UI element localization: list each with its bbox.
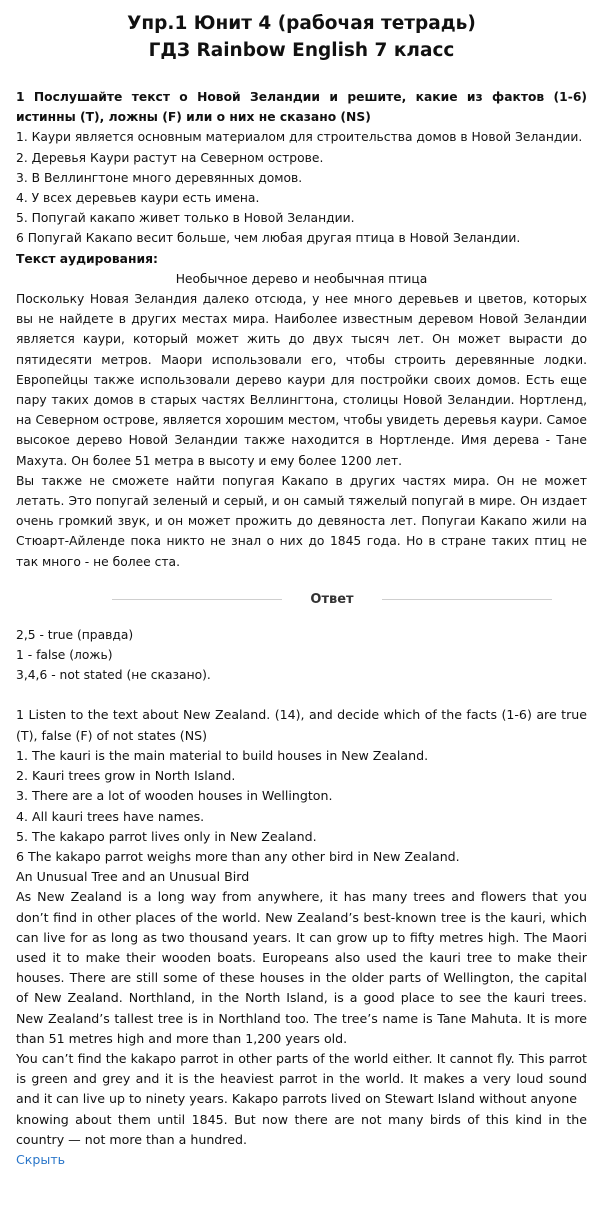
divider-rule-right (382, 599, 552, 600)
fact-ru-1: 1. Каури является основным материалом для строительства домов в Новой Зеландии. (16, 130, 583, 145)
fact-en-1: 1. The kauri is the main material to build houses in New Zealand. (16, 747, 429, 763)
answer-list (16, 625, 587, 686)
answer-divider (16, 592, 552, 607)
page-title-line-1: Упр.1 Юнит 4 (рабочая тетрадь) (127, 13, 476, 34)
english-task-section (16, 705, 587, 1170)
fact-ru-2: 2. Деревья Каури растут на Северном острове. (16, 150, 324, 165)
page-title-line-2: ГДЗ Rainbow English 7 класс (148, 40, 455, 61)
listening-text-title-en: An Unusual Tree and an Unusual Bird (16, 869, 250, 885)
fact-en-6: 6 The kakapo parrot weighs more than any other bird in New Zealand. (16, 848, 460, 864)
listening-text-heading: Текст аудирования: (16, 251, 158, 266)
answer-item-3: 3,4,6 - not stated (не сказано). (16, 668, 211, 683)
hide-answer-link[interactable]: Скрыть (16, 1151, 66, 1167)
listening-text-en-paragraph-2b: knowing about them until 1845. But now there are not many birds of this kind in the country — not more than a hundred. (16, 1111, 587, 1147)
fact-ru-4: 4. У всех деревьев каури есть имена. (16, 191, 260, 206)
russian-task-section (16, 87, 587, 572)
fact-ru-3: 3. В Веллингтоне много деревянных домов. (16, 170, 303, 185)
listening-text-en-paragraph-2a: You can’t find the kakapo parrot in other parts of the world either. It cannot fly. This parrot is green and grey and it is the heaviest parrot in the world. It makes a very loud sound and it can live up to ninety years. Kakapo parrots lived on Stewart Island without anyone (16, 1050, 587, 1107)
answer-label: Ответ (310, 591, 354, 607)
fact-ru-6: 6 Попугай Какапо весит больше, чем любая другая птица в Новой Зеландии. (16, 231, 521, 246)
fact-en-4: 4. All kauri trees have names. (16, 808, 205, 824)
fact-en-5: 5. The kakapo parrot lives only in New Zealand. (16, 828, 317, 844)
answer-item-1: 2,5 - true (правда) (16, 627, 134, 642)
listening-text-ru-paragraph-1: Поскольку Новая Зеландия далеко отсюда, у нее много деревьев и цветов, которых вы не найдете в других местах мира. Наиболее известным деревом Новой Зеландии является каури, который может жить до двух тысяч лет. Он может вырасти до пятидесяти метров. Маори использовали его, чтобы строить деревянные лодки. Европейцы также использовали дерево каури для постройки своих домов. Есть еще пару таких домов в старых частях Веллингтона, столицы Новой Зеландии. Нортленд, на Северном острове, является хорошим местом, чтобы увидеть деревья каури. Самое высокое дерево Новой Зеландии также находится в Нортленде. Имя дерева - Тане Махута. Он более 51 метра в высоту и ему более 1200 лет. (16, 292, 587, 468)
task-instruction-ru: 1 Послушайте текст о Новой Зеландии и решите, какие из фактов (1-6) истинны (T), ложны (F) или о них не сказано (NS) (16, 90, 587, 125)
task-instruction-en: 1 Listen to the text about New Zealand. (14), and decide which of the facts (1-6) are true (T), false (F) of not states (NS) (16, 707, 587, 743)
fact-en-2: 2. Kauri trees grow in North Island. (16, 768, 236, 784)
solution-page (0, 10, 615, 1228)
listening-text-title-ru: Необычное дерево и необычная птица (175, 271, 428, 286)
answer-item-2: 1 - false (ложь) (16, 648, 113, 663)
page-title (16, 10, 587, 64)
divider-rule-left (112, 599, 282, 600)
fact-en-3: 3. There are a lot of wooden houses in Wellington. (16, 788, 333, 804)
listening-text-en-paragraph-1: As New Zealand is a long way from anywhere, it has many trees and flowers that you don’t find in other places of the world. New Zealand’s best-known tree is the kauri, which can live for as long as two thousand years. It can grow up to fifty metres high. The Maori used it to make their wooden boats. Europeans also used the kauri tree to make their houses. There are still some of these houses in the older parts of Wellington, the capital of New Zealand. Northland, in the North Island, is a good place to see the kauri trees. New Zealand’s tallest tree is in Northland too. The tree’s name is Tane Mahuta. It is more than 51 metres high and more than 1,200 years old. (16, 889, 587, 1046)
listening-text-ru-paragraph-2: Вы также не сможете найти попугая Какапо в других частях мира. Он не может летать. Это попугай зеленый и серый, и он самый тяжелый попугай в мире. Он издает очень громкий звук, и он может прожить до девяноста лет. Попугаи Какапо жили на Стюарт-Айленде пока никто не знал о них до 1845 года. Но в стране таких птиц не так много - не более ста. (16, 473, 587, 569)
fact-ru-5: 5. Попугай какапо живет только в Новой Зеландии. (16, 211, 355, 226)
